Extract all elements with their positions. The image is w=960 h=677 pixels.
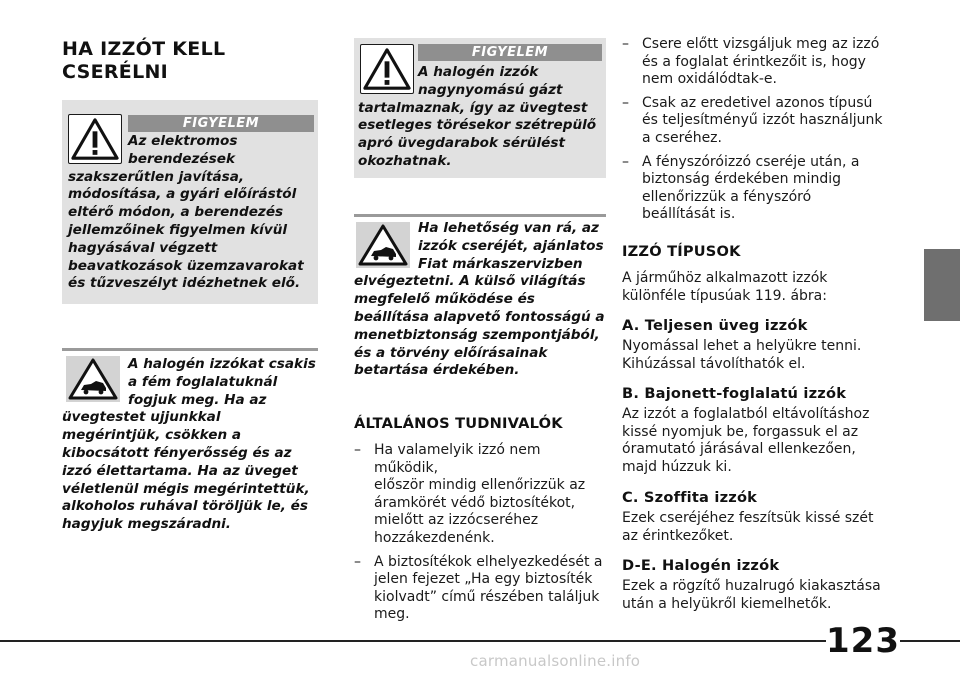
bulb-type-text: Ezek a rögzítő huzalrugó kiakasztása után a helyükről kiemelhetők. xyxy=(622,578,881,612)
note-text-body: elvégeztetni. A külső világítás megfelelő működése és beállítása alapvető fontosságú a menetbiztonság szempontjából, és a törvény előírásainak betartása érdekében. xyxy=(354,273,605,379)
warning-box-left xyxy=(62,100,318,304)
bulb-type-text: Ezek cseréjéhez feszítsük kissé szét az érintkezőket. xyxy=(622,510,874,544)
section-title-line: CSERÉLNI xyxy=(62,61,169,83)
list-item: – Ha valamelyik izzó nem működik, először mindig ellenőrizzük az áramkörét védő biztosítékot, mielőtt az izzócseréhez hozzákezdenénk. xyxy=(354,442,586,546)
warning-text-body: szakszerűtlen javítása, módosítása, a gyári előírástól eltérő módon, a berendezés jellemzőinek figyelmen kívül hagyásával végzett beavatkozások üzemzavarokat és tűzveszélyt idézhetnek elő. xyxy=(68,168,304,292)
bulb-types-heading: IZZÓ TÍPUSOK xyxy=(622,243,741,260)
bulb-type-heading: D-E. Halogén izzók xyxy=(622,557,780,574)
chapter-tab xyxy=(924,249,960,321)
check-bullet-list xyxy=(622,36,896,230)
watermark: carmanualsonline.info xyxy=(470,652,641,670)
warning-triangle-icon xyxy=(68,114,122,164)
note-text-head: A halogén izzókat csakis a fém foglalatuknál fogjuk meg. Ha az xyxy=(128,356,316,408)
note-text-body: üvegtestet ujjunkkal megérintjük, csökken a kibocsátott fényerősség és az izzó élettartama. Ha az üveget véletlenül mégis megérintettük, alkoholos ruhával töröljük le, és hagyjuk megszáradni. xyxy=(62,409,310,533)
warning-triangle-icon xyxy=(360,44,414,94)
warning-text-head: A halogén izzók nagynyomású gázt xyxy=(418,64,563,98)
bulb-types-intro: A járműhöz alkalmazott izzók különféle típusúak 119. ábra: xyxy=(622,270,828,304)
section-title-line: HA IZZÓT KELL xyxy=(62,38,226,60)
footer-rule xyxy=(0,640,960,642)
warning-box-middle xyxy=(354,38,606,178)
bulb-type-heading: B. Bajonett-foglalatú izzók xyxy=(622,385,847,402)
note-rule xyxy=(354,214,606,217)
list-item: – Csere előtt vizsgáljuk meg az izzó és a foglalat érintkezőit is, hogy nem oxidálódtak-e. xyxy=(622,36,880,88)
general-heading: ÁLTALÁNOS TUDNIVALÓK xyxy=(354,415,563,432)
warning-text-body: tartalmaznak, így az üvegtest esetleges törésekor szétrepülő apró üvegdarabok sérülést okozhatnak. xyxy=(358,99,597,169)
general-bullet-list xyxy=(354,442,606,630)
list-item: – A biztosítékok elhelyezkedését a jelen fejezet „Ha egy biztosíték kiolvadt” című részében találjuk meg. xyxy=(354,553,603,623)
bulb-type-heading: C. Szoffita izzók xyxy=(622,489,758,506)
note-rule xyxy=(62,348,318,351)
car-triangle-icon xyxy=(66,356,120,402)
bulb-type-text: Nyomással lehet a helyükre tenni. Kihúzással távolíthatók el. xyxy=(622,338,862,372)
note-text-head: Ha lehetőség van rá, az izzók cseréjét, ajánlatos Fiat márkaszervizben xyxy=(418,220,604,272)
bulb-type-text: Az izzót a foglalatból eltávolításhoz kissé nyomjuk be, forgassuk el az óramutató járásával ellenkezően, majd húzzuk ki. xyxy=(622,406,870,475)
warning-heading: FIGYELEM xyxy=(128,115,314,132)
warning-heading: FIGYELEM xyxy=(418,44,602,61)
car-triangle-icon xyxy=(356,222,410,268)
bulb-type-heading: A. Teljesen üveg izzók xyxy=(622,317,808,334)
section-title xyxy=(62,38,225,84)
warning-text-head: Az elektromos berendezések xyxy=(128,133,238,167)
page-number: 123 xyxy=(826,621,900,661)
list-item: – A fényszóróizzó cseréje után, a biztonság érdekében mindig ellenőrizzük a fényszóró beállítását is. xyxy=(622,153,860,223)
list-item: – Csak az eredetivel azonos típusú és teljesítményű izzót használjunk a cseréhez. xyxy=(622,94,883,146)
